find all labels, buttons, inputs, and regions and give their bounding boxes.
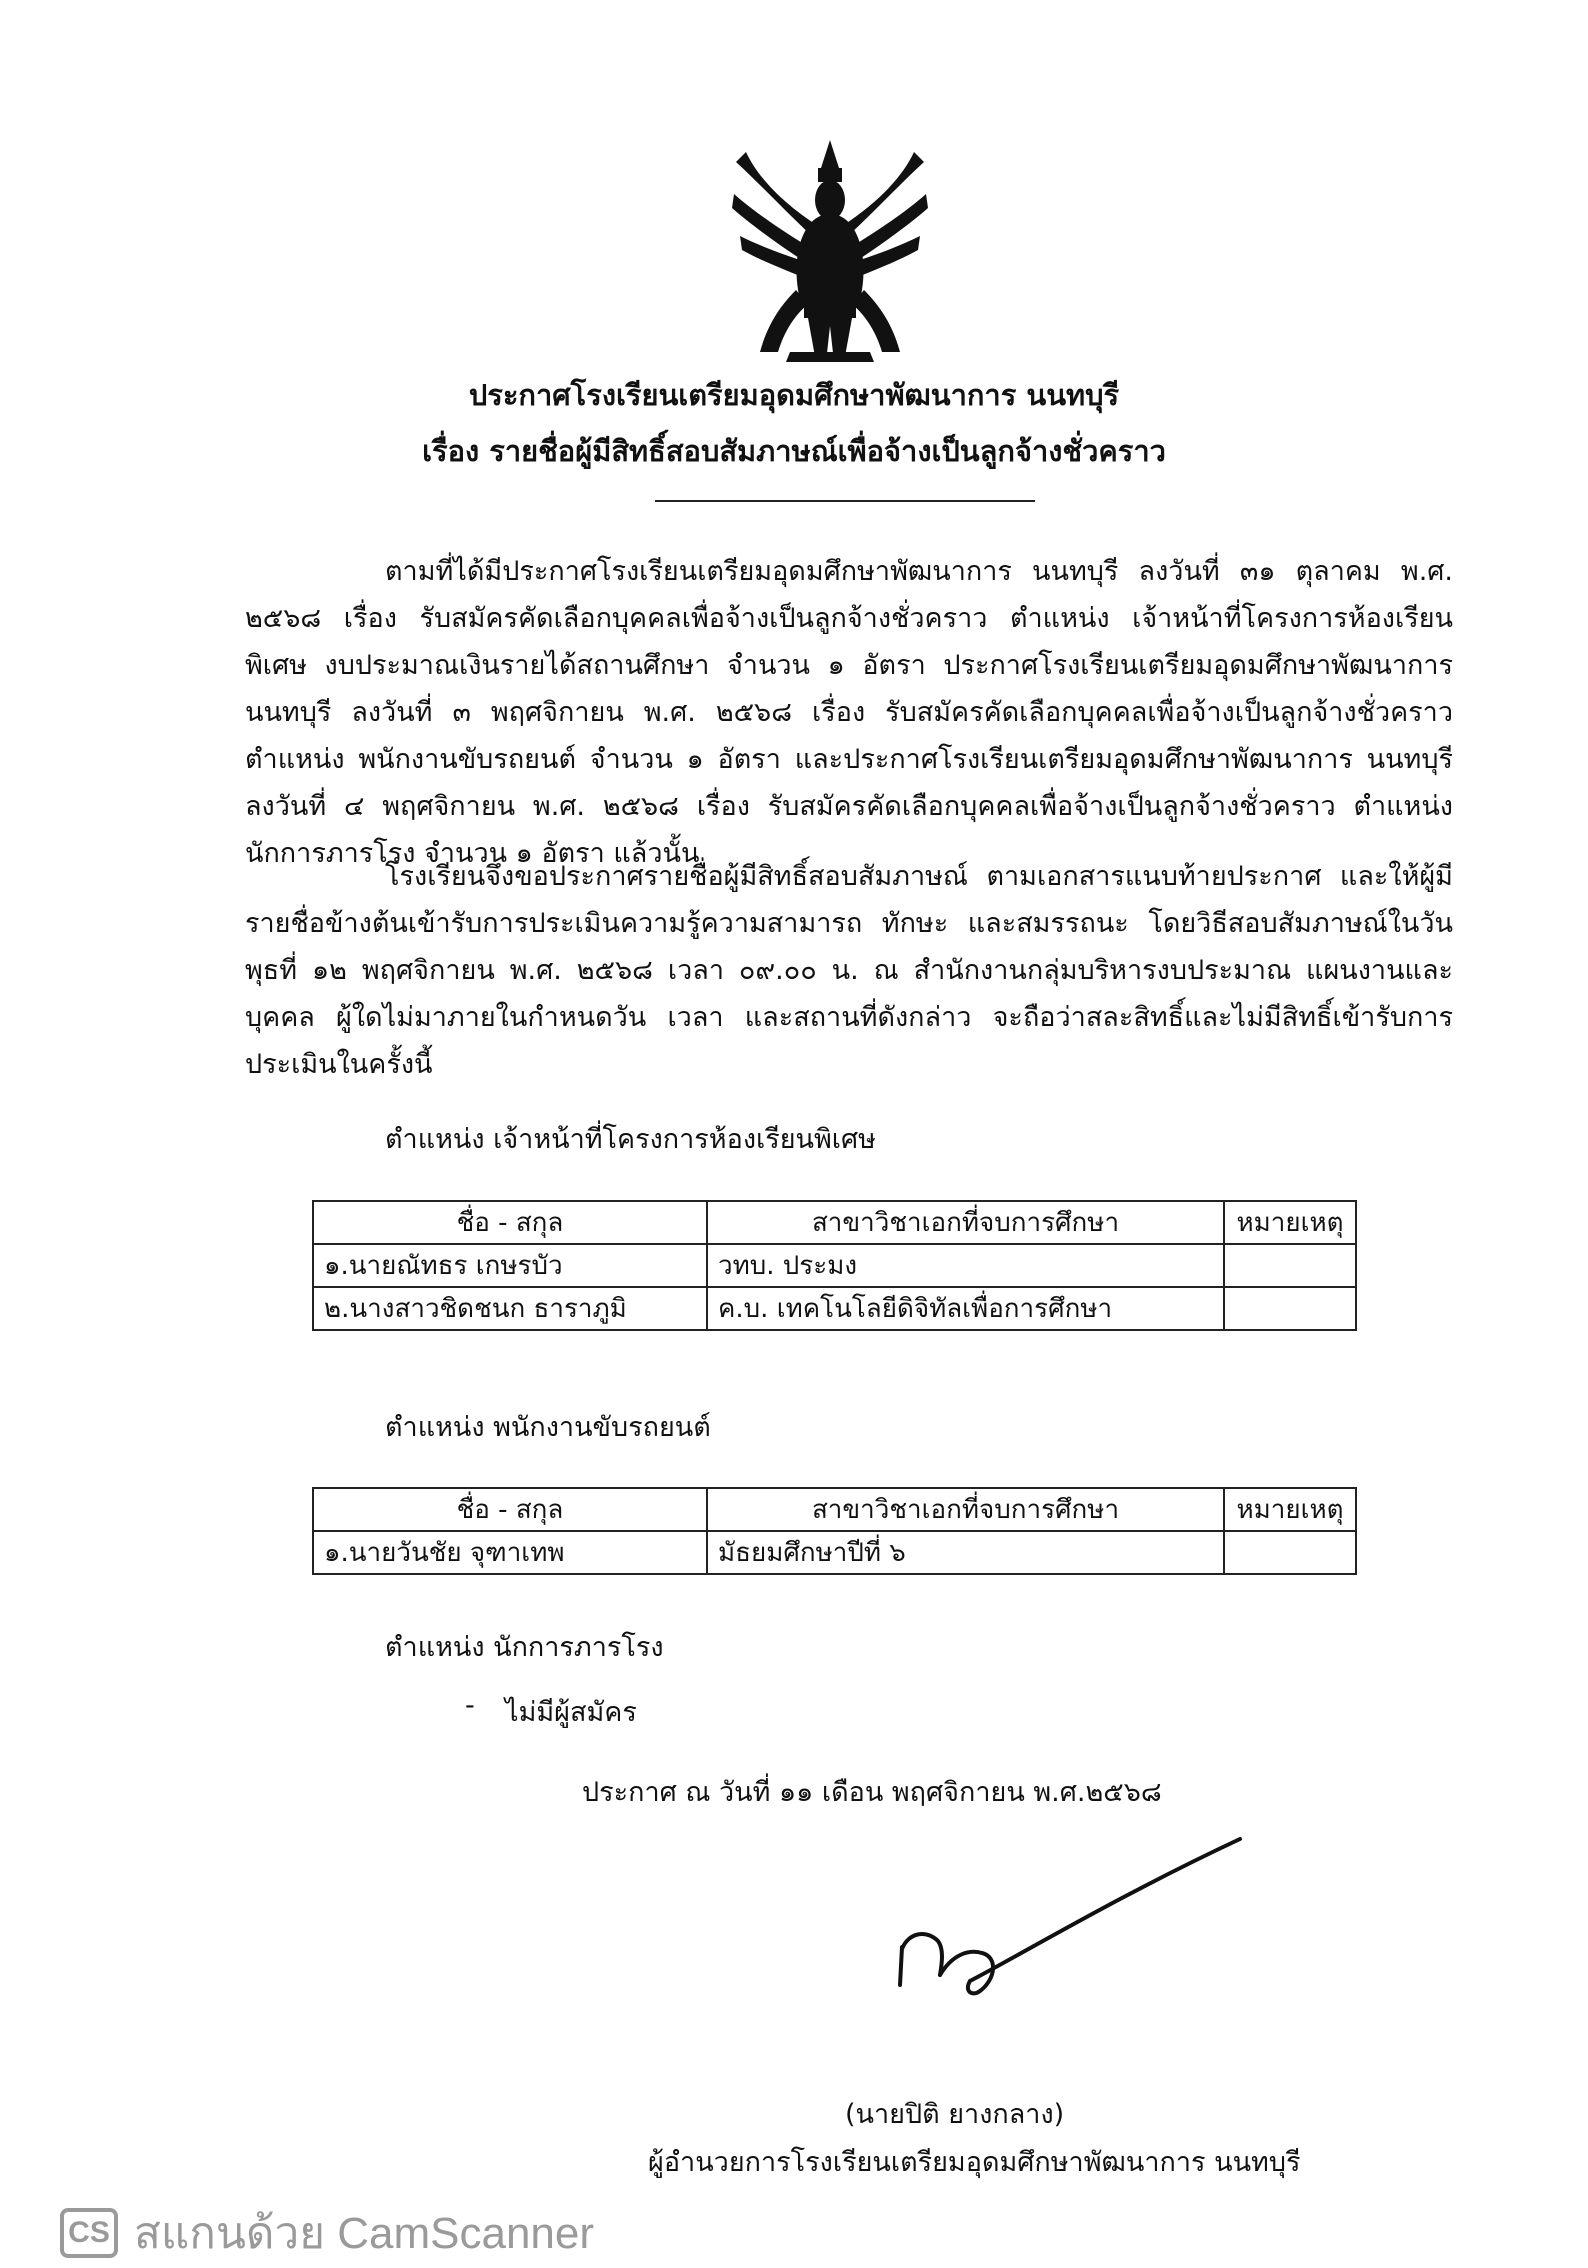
announcement-subject: เรื่อง รายชื่อผู้มีสิทธิ์สอบสัมภาษณ์เพื่อจ้างเป็นลูกจ้างชั่วคราว [422, 434, 1166, 468]
title-underline [655, 500, 1035, 502]
paragraph-background: ตามที่ได้มีประกาศโรงเรียนเตรียมอุดมศึกษาพัฒนาการ นนทบุรี ลงวันที่ ๓๑ ตุลาคม พ.ศ. ๒๕๖๘ เรื่อง รับสมัครคัดเลือกบุคคลเพื่อจ้างเป็นลูกจ้างชั่วคราว ตำแหน่ง เจ้าหน้าที่โครงการห้องเรียนพิเศษ งบประมาณเงินรายได้สถานศึกษา จำนวน ๑ อัตรา ประกาศโรงเรียนเตรียมอุดมศึกษาพัฒนาการ นนทบุรี ลงวันที่ ๓ พฤศจิกายน พ.ศ. ๒๕๖๘ เรื่อง รับสมัครคัดเลือกบุคคลเพื่อจ้างเป็นลูกจ้างชั่วคราว ตำแหน่ง พนักงานขับรถยนต์ จำนวน ๑ อัตรา และประกาศโรงเรียนเตรียมอุดมศึกษาพัฒนาการ นนทบุรี ลงวันที่ ๔ พฤศจิกายน พ.ศ. ๒๕๖๘ เรื่อง รับสมัครคัดเลือกบุคคลเพื่อจ้างเป็นลูกจ้างชั่วคราว ตำแหน่ง นักการภารโรง จำนวน ๑ อัตรา แล้วนั้น [245, 556, 1453, 869]
table-row [313, 1287, 1356, 1330]
header-remark: หมายเหตุ [1224, 1201, 1356, 1244]
no-applicant-dash: - [465, 1690, 475, 1721]
camscanner-watermark [60, 2198, 594, 2268]
candidate-name: ๒.นางสาวชิดชนก ธาราภูมิ [313, 1287, 707, 1330]
position-heading-driver: ตำแหน่ง พนักงานขับรถยนต์ [385, 1412, 711, 1443]
signer-position: ผู้อำนวยการโรงเรียนเตรียมอุดมศึกษาพัฒนาการ นนทบุรี [648, 2147, 1301, 2178]
table-header-row [313, 1201, 1356, 1244]
candidate-name: ๑.นายณัทธร เกษรบัว [313, 1244, 707, 1287]
candidates-table-driver [312, 1487, 1357, 1575]
announcement-title: ประกาศโรงเรียนเตรียมอุดมศึกษาพัฒนาการ นนทบุรี [468, 378, 1120, 412]
candidate-major: มัธยมศึกษาปีที่ ๖ [707, 1531, 1224, 1574]
header-name: ชื่อ - สกุล [313, 1201, 707, 1244]
table-header-row [313, 1488, 1356, 1531]
handwritten-signature [880, 1825, 1260, 2015]
candidate-major: ค.บ. เทคโนโลยีดิจิทัลเพื่อการศึกษา [707, 1287, 1224, 1330]
position-heading-special-classroom: ตำแหน่ง เจ้าหน้าที่โครงการห้องเรียนพิเศษ [385, 1124, 876, 1155]
announcement-date: ประกาศ ณ วันที่ ๑๑ เดือน พฤศจิกายน พ.ศ.๒๕๖๘ [582, 1777, 1162, 1808]
header-name: ชื่อ - สกุล [313, 1488, 707, 1531]
candidate-name: ๑.นายวันชัย จุฑาเทพ [313, 1531, 707, 1574]
header-remark: หมายเหตุ [1224, 1488, 1356, 1531]
signer-name: (นายปิติ ยางกลาง) [845, 2099, 1065, 2130]
candidate-major: วทบ. ประมง [707, 1244, 1224, 1287]
header-major: สาขาวิชาเอกที่จบการศึกษา [707, 1488, 1224, 1531]
position-heading-janitor: ตำแหน่ง นักการภารโรง [385, 1632, 664, 1663]
table-row [313, 1531, 1356, 1574]
garuda-emblem [730, 140, 930, 365]
candidates-table-special-classroom [312, 1200, 1357, 1331]
candidate-remark [1224, 1244, 1356, 1287]
camscanner-logo-icon: CS [60, 2208, 118, 2258]
table-row [313, 1244, 1356, 1287]
camscanner-watermark-text: สแกนด้วย CamScanner [134, 2209, 595, 2258]
candidate-remark [1224, 1531, 1356, 1574]
paragraph-interview-notice: โรงเรียนจึงขอประกาศรายชื่อผู้มีสิทธิ์สอบสัมภาษณ์ ตามเอกสารแนบท้ายประกาศ และให้ผู้มีรายชื่อข้างต้นเข้ารับการประเมินความรู้ความสามารถ ทักษะ และสมรรถนะ โดยวิธีสอบสัมภาษณ์ในวันพุธที่ ๑๒ พฤศจิกายน พ.ศ. ๒๕๖๘ เวลา ๐๙.๐๐ น. ณ สำนักงานกลุ่มบริหารงบประมาณ แผนงานและบุคคล ผู้ใดไม่มาภายในกำหนดวัน เวลา และสถานที่ดังกล่าว จะถือว่าสละสิทธิ์และไม่มีสิทธิ์เข้ารับการประเมินในครั้งนี้ [245, 861, 1453, 1080]
candidate-remark [1224, 1287, 1356, 1330]
no-applicant-note: ไม่มีผู้สมัคร [505, 1697, 637, 1728]
header-major: สาขาวิชาเอกที่จบการศึกษา [707, 1201, 1224, 1244]
